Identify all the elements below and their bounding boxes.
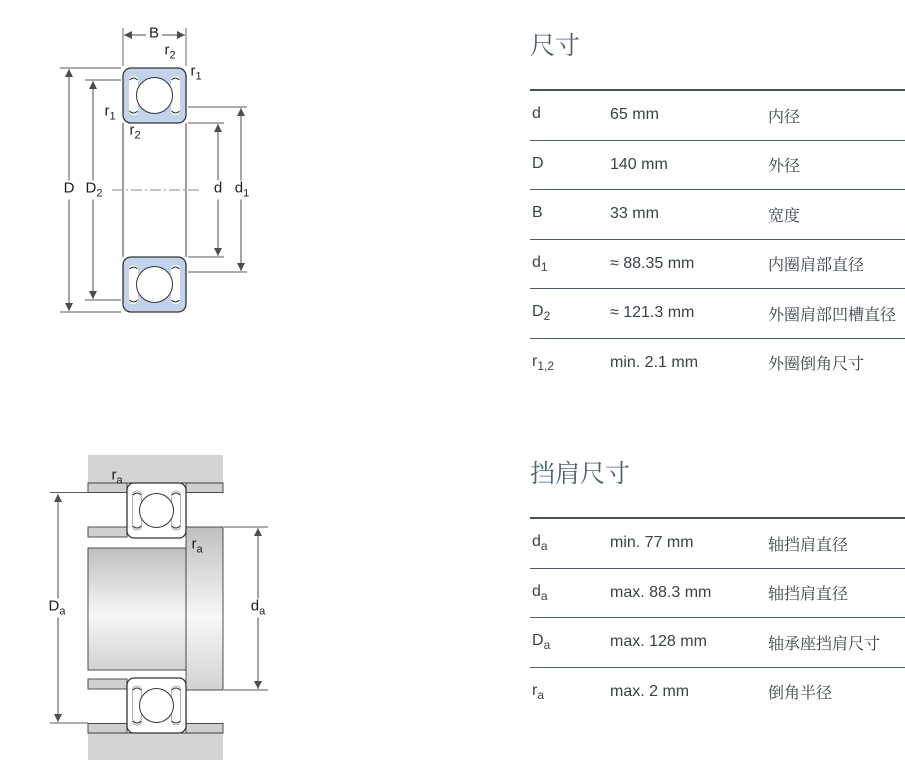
label-d: d (211, 181, 225, 200)
spec-value: max. 88.3 mm (610, 583, 712, 601)
bearing-cross-section-bottom (123, 257, 186, 312)
table-row (530, 569, 905, 619)
spec-symbol: $r_a$ (532, 681, 545, 702)
label-ra-top: $r_a$ (111, 466, 123, 487)
bearing-cross-section-top (123, 68, 186, 123)
spec-description: 外径 (768, 158, 801, 176)
spec-symbol: $d_a$ (532, 533, 548, 554)
mounted-bearing-top (127, 483, 186, 538)
table-row (530, 519, 905, 569)
table-row (530, 668, 905, 717)
spec-description: 外圈肩部凹槽直径 (768, 306, 897, 324)
spec-description: 轴挡肩直径 (768, 536, 849, 554)
spec-symbol: $d_1$ (532, 253, 548, 274)
spec-description: 外圈倒角尺寸 (768, 356, 865, 374)
spec-symbol: $d_a$ (532, 582, 548, 603)
shaft-body (88, 548, 186, 670)
housing-top (88, 455, 223, 483)
spec-value: 140 mm (610, 155, 668, 173)
table-row (530, 339, 905, 388)
spec-description: 内圈肩部直径 (768, 257, 865, 275)
label-da: $d_a$ (248, 599, 268, 618)
table-row (530, 141, 905, 191)
label-D: D (61, 181, 78, 200)
spec-symbol: D (532, 154, 544, 172)
spec-value: min. 77 mm (610, 534, 694, 552)
label-d1: $d_1$ (232, 181, 252, 200)
spec-description: 倒角半径 (768, 685, 833, 703)
spec-value: 65 mm (610, 106, 659, 124)
spec-value: 33 mm (610, 205, 659, 223)
spec-value: max. 2 mm (610, 682, 690, 700)
label-r2-top: $r_2$ (164, 41, 176, 62)
spec-symbol: d (532, 105, 541, 123)
spec-description: 轴承座挡肩尺寸 (768, 635, 881, 653)
dimensions-table (530, 89, 905, 387)
table-row (530, 289, 905, 339)
spec-value: ≈ 121.3 mm (610, 304, 695, 322)
spec-symbol: B (532, 204, 543, 222)
spec-symbol: $D_2$ (532, 303, 551, 324)
spec-value: ≈ 88.35 mm (610, 254, 695, 272)
label-B: B (146, 26, 162, 45)
abutment-table (530, 517, 905, 716)
abutment-diagram (50, 455, 268, 760)
bearing-section-diagram (60, 28, 247, 312)
abutment-heading: 挡肩尺寸 (530, 460, 631, 488)
table-row (530, 91, 905, 141)
label-r1-left: $r_1$ (104, 102, 116, 123)
spec-description: 轴挡肩直径 (768, 586, 849, 604)
label-Da: $D_a$ (46, 599, 69, 618)
spec-description: 宽度 (768, 207, 801, 225)
label-r1-top-right: $r_1$ (190, 62, 202, 83)
housing-bottom (88, 733, 223, 760)
spec-symbol: $D_a$ (532, 632, 551, 653)
table-row (530, 240, 905, 290)
spec-symbol: $r_{1,2}$ (532, 352, 555, 373)
mounted-bearing-bottom (127, 678, 186, 733)
table-row (530, 190, 905, 240)
table-row (530, 618, 905, 668)
label-r2-bottom-left: $r_2$ (129, 121, 141, 142)
spec-value: max. 128 mm (610, 633, 707, 651)
label-ra-bottom: $r_a$ (191, 535, 203, 556)
label-D2: $D_2$ (83, 181, 106, 200)
spec-value: min. 2.1 mm (610, 353, 699, 371)
spec-description: 内径 (768, 108, 801, 126)
dimensions-heading: 尺寸 (530, 32, 581, 60)
